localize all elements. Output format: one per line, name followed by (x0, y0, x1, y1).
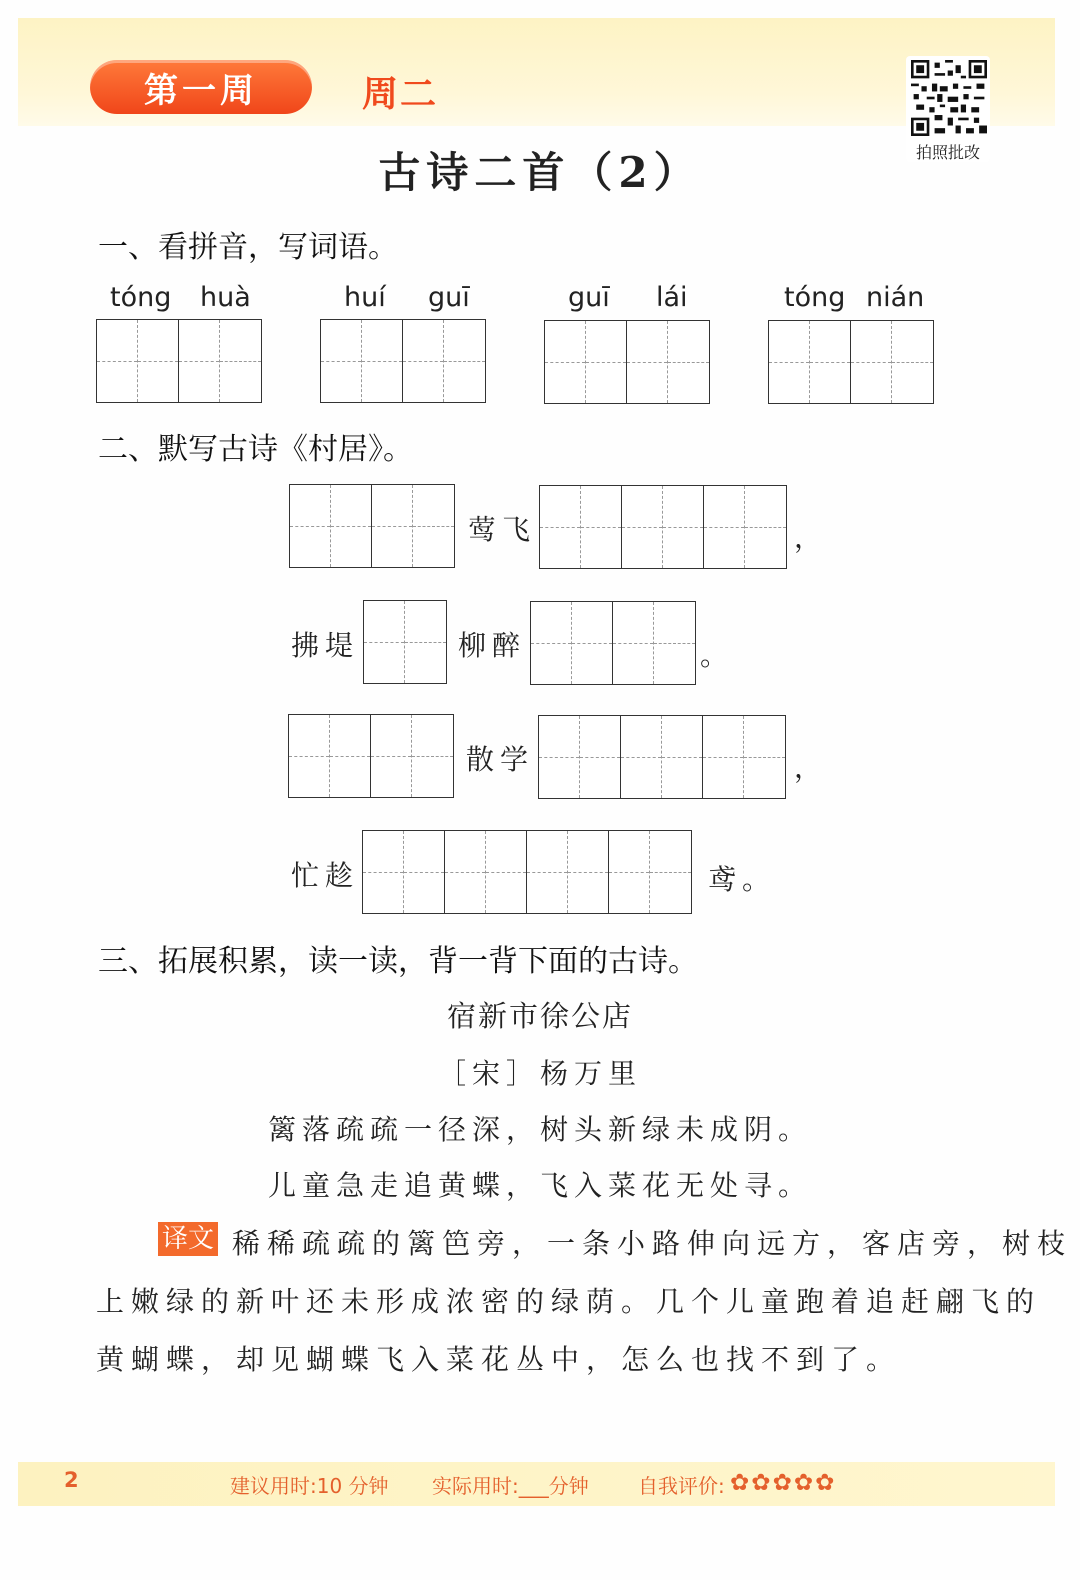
page-number: 2 (64, 1468, 79, 1492)
poem-grid-l3b[interactable] (538, 715, 786, 799)
translation-line-1: 稀稀疏疏的篱笆旁，一条小路伸向远方，客店旁，树枝 (232, 1227, 1073, 1260)
poem-grid-l1b[interactable] (539, 485, 787, 569)
pinyin-3a: guī (568, 282, 610, 313)
poem-grid-l1a[interactable] (289, 484, 455, 568)
period-l2: 。 (700, 639, 735, 672)
given-text-l4b: 鸢。 (708, 863, 777, 896)
qr-label: 拍照批改 (915, 143, 980, 162)
week-badge: 第一周 (90, 60, 312, 114)
self-eval-label: 自我评价: (638, 1474, 725, 1498)
section3-heading: 三、拓展积累，读一读，背一背下面的古诗。 (98, 944, 698, 979)
given-text-l4a: 忙趁 (291, 859, 360, 892)
rating-star-icon[interactable]: ✿ (815, 1470, 835, 1496)
poem-grid-l2a[interactable] (363, 600, 447, 684)
pinyin-4a: tóng (784, 282, 846, 313)
comma-l3: ， (794, 751, 829, 784)
rating-stars[interactable] (730, 1470, 834, 1496)
translation-tag: 译文 (158, 1222, 218, 1256)
suggested-time: 建议用时:10 分钟 (230, 1474, 389, 1498)
actual-time: 实际用时:___分钟 (432, 1474, 589, 1498)
rating-star-icon[interactable]: ✿ (772, 1470, 792, 1496)
poem-grid-l4[interactable] (362, 830, 692, 914)
pinyin-4b: nián (866, 282, 925, 313)
translation-line-3: 黄蝴蝶，却见蝴蝶飞入菜花丛中，怎么也找不到了。 (96, 1343, 902, 1376)
given-text-l3: 散学 (466, 743, 535, 776)
section2-heading: 二、默写古诗《村居》。 (98, 432, 413, 467)
poem-author: ［宋］杨万里 (437, 1057, 642, 1090)
pinyin-1b: huà (200, 282, 251, 313)
qr-code-icon[interactable] (910, 60, 988, 136)
answer-grid-1[interactable] (96, 319, 262, 403)
pinyin-2b: guī (428, 282, 470, 313)
answer-grid-4[interactable] (768, 320, 934, 404)
rating-star-icon[interactable]: ✿ (730, 1470, 750, 1496)
poem-line-1: 篱落疏疏一径深，树头新绿未成阴。 (267, 1113, 812, 1146)
rating-star-icon[interactable]: ✿ (793, 1470, 814, 1496)
day-label: 周二 (362, 74, 439, 115)
comma-l1: ， (794, 521, 829, 554)
page-title: 古诗二首（2） (378, 148, 702, 197)
pinyin-3b: lái (656, 282, 688, 313)
poem-line-2: 儿童急走追黄蝶，飞入菜花无处寻。 (267, 1169, 812, 1202)
rating-star-icon[interactable]: ✿ (751, 1470, 771, 1496)
pinyin-1a: tóng (110, 282, 172, 313)
pinyin-2a: huí (344, 282, 386, 313)
given-text-l2a: 拂堤 (291, 629, 360, 662)
answer-grid-2[interactable] (320, 319, 486, 403)
poem-grid-l2b[interactable] (530, 601, 696, 685)
answer-grid-3[interactable] (544, 320, 710, 404)
given-text-l2b: 柳醉 (458, 629, 527, 662)
section1-heading: 一、看拼音，写词语。 (98, 230, 398, 265)
given-text-l1: 莺飞 (468, 513, 537, 546)
poem-title: 宿新市徐公店 (446, 999, 633, 1033)
translation-line-2: 上嫩绿的新叶还未形成浓密的绿荫。几个儿童跑着追赶翩飞的 (96, 1285, 1042, 1318)
poem-grid-l3a[interactable] (288, 714, 454, 798)
